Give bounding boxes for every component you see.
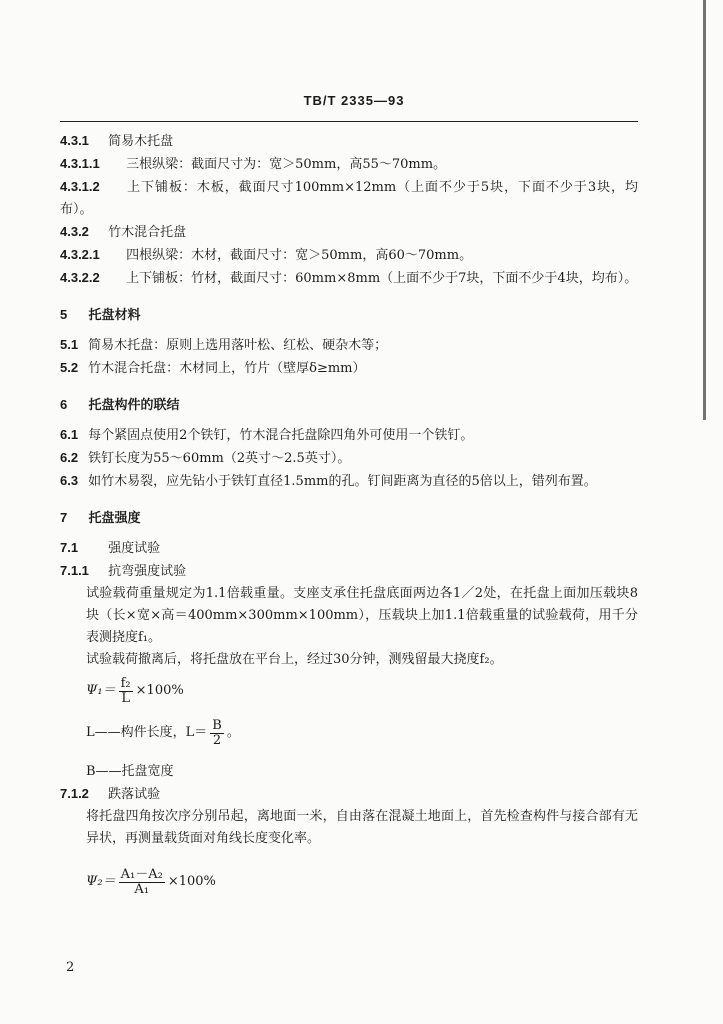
formula-rhs: ×100% [135,683,184,698]
clause-number: 7.1.1 [60,563,89,578]
clause-number: 5.2 [60,360,79,375]
clause-number: 4.3.1.1 [60,156,100,171]
spacer [60,290,638,304]
clause-4-3-1-1 [60,153,638,176]
document-body [60,130,638,908]
section-number: 7 [60,510,68,525]
definition-end: 。 [226,725,240,740]
clause-number: 4.3.1.2 [60,179,100,194]
clause-4-3-1-2 [60,176,638,221]
formula-rhs: ×100% [167,874,216,889]
clause-text: 强度试验 [108,541,161,556]
fraction-numerator: B [212,717,222,733]
clause-text: 竹木混合托盘：木材同上，竹片（壁厚δ≥mm） [88,361,366,376]
clause-number: 7.1 [60,540,79,555]
formula-lhs: Ψ₂＝ [86,874,116,889]
clause-6-2 [60,447,638,470]
clause-number: 5.1 [60,337,79,352]
section-title: 托盘材料 [88,308,141,323]
formula-psi2 [60,856,638,908]
spacer [60,493,638,507]
fraction-denominator: L [121,690,130,706]
clause-text: 抗弯强度试验 [108,564,187,579]
clause-4-3-2-2 [60,267,638,290]
clause-6-3 [60,470,638,493]
clause-number: 4.3.2.2 [60,270,100,285]
section-number: 5 [60,307,68,322]
clause-5-2 [60,357,638,380]
clause-4-3-2-1 [60,244,638,267]
formula-psi1 [60,671,638,711]
page-number: 2 [66,960,75,975]
scan-edge-line [703,0,706,420]
formula-lhs: Ψ₁＝ [86,683,116,698]
fraction-numerator: A₁－A₂ [120,866,163,882]
clause-6-1 [60,424,638,447]
spacer [60,417,638,424]
clause-5-1 [60,334,638,357]
section-title: 托盘强度 [88,511,141,526]
spacer [60,380,638,394]
spacer [60,530,638,537]
clause-7-1-2 [60,783,638,806]
clause-number: 6.2 [60,450,79,465]
clause-4-3-1 [60,130,638,153]
clause-text: 简易木托盘 [108,134,174,149]
spacer [60,327,638,334]
clause-text: 上下铺板：木板，截面尺寸100mm×12mm（上面不少于5块，下面不少于3块，均布）。 [60,180,638,217]
standard-code-header: TB/T 2335—93 [303,93,405,108]
section-title: 托盘构件的联结 [88,398,180,413]
definition-L [60,711,638,755]
clause-text: 四根纵梁：木材，截面尺寸：宽＞50mm，高60～70mm。 [126,248,473,263]
definition-B: B——托盘宽度 [86,764,174,779]
section-number: 6 [60,397,68,412]
clause-text: 跌落试验 [108,787,161,802]
clause-number: 7.1.2 [60,786,89,801]
clause-text: 每个紧固点使用2个铁钉，竹木混合托盘除四角外可使用一个铁钉。 [88,428,474,443]
clause-number: 4.3.2 [60,224,89,239]
clause-number: 6.3 [60,473,79,488]
fraction-numerator: f₂ [120,675,131,691]
header-rule [60,121,638,122]
clause-text: 上下铺板：竹材，截面尺寸：60mm×8mm（上面不少于7块，下面不少于4块，均布）。 [126,271,638,286]
section-6-heading [60,394,638,417]
fraction-denominator: A₁ [134,881,150,897]
clause-text: 简易木托盘：原则上选用落叶松、红松、硬杂木等； [88,338,388,353]
clause-text: 三根纵梁：截面尺寸为：宽＞50mm，高55～70mm。 [126,157,447,172]
clause-number: 6.1 [60,427,79,442]
paragraph-residual-deflection: 试验载荷撤离后，将托盘放在平台上，经过30分钟，测残留最大挠度f₂。 [86,652,503,667]
definition-text: L——构件长度，L＝ [86,725,208,740]
formula-fraction [119,868,165,897]
clause-4-3-2 [60,221,638,244]
section-5-heading [60,304,638,327]
paragraph-drop-test: 将托盘四角按次序分别吊起，离地面一米，自由落在混凝土地面上，首先检查构件与接合部有无异状，再测量载货面对角线长度变化率。 [86,809,638,846]
clause-text: 铁钉长度为55～60mm（2英寸～2.5英寸）。 [88,451,351,466]
formula-fraction [210,719,224,748]
clause-number: 4.3.1 [60,133,89,148]
clause-7-1 [60,537,638,560]
clause-number: 4.3.2.1 [60,247,100,262]
clause-7-1-1 [60,560,638,583]
paragraph-test-load: 试验载荷重量规定为1.1倍载重量。支座支承住托盘底面两边各1／2处，在托盘上面加压载块8块（长×宽×高＝400mm×300mm×100mm），压载块上加1.1倍载重量的试验载荷，用千分表测挠度f₁。 [86,586,638,645]
clause-text: 竹木混合托盘 [108,225,187,240]
section-7-heading [60,507,638,530]
formula-fraction [119,677,133,706]
clause-text: 如竹木易裂，应先钻小于铁钉直径1.5mm的孔。钉间距离为直径的5倍以上，错列布置。 [88,474,597,489]
fraction-denominator: 2 [212,732,222,748]
